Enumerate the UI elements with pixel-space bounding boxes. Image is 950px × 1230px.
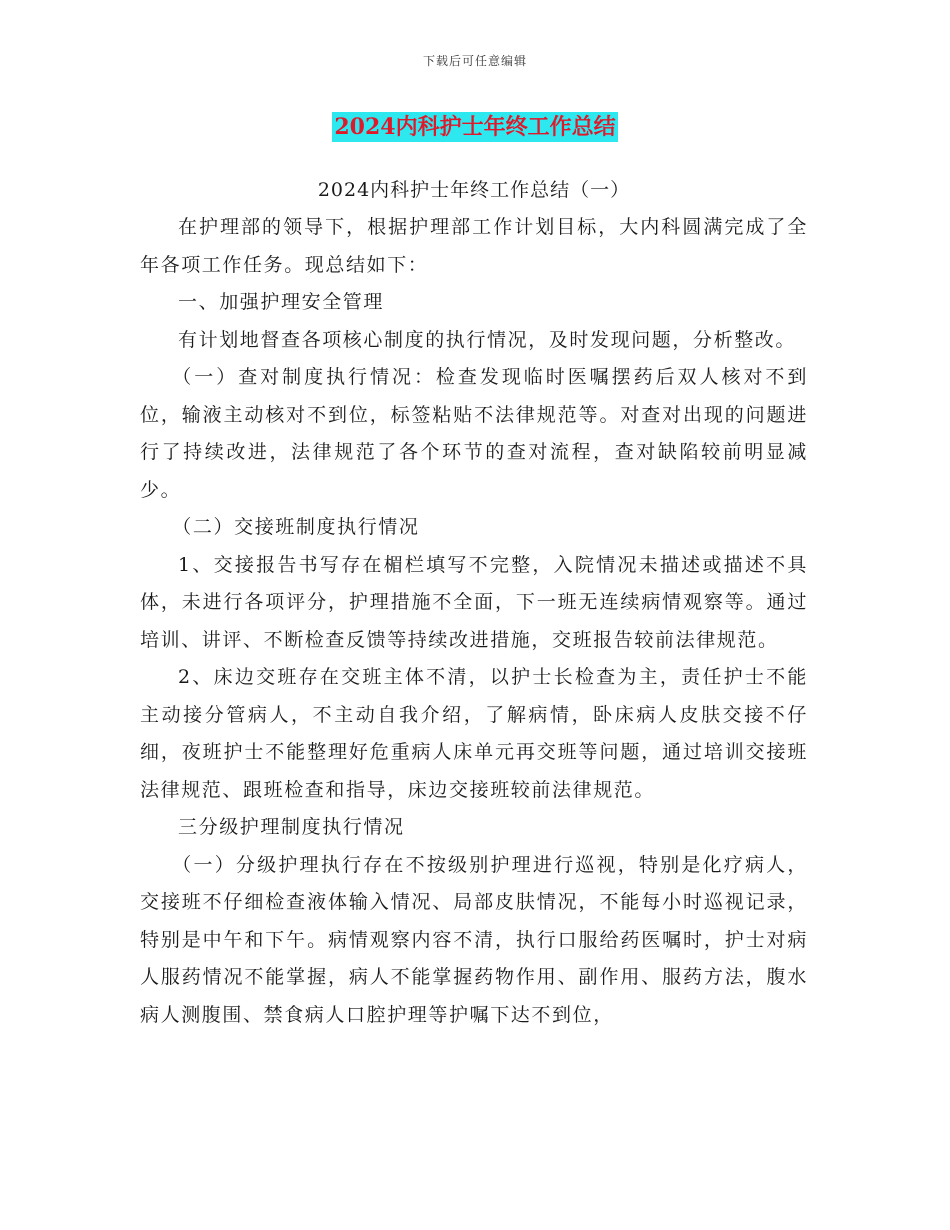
page-header-note: 下载后可任意编辑 bbox=[422, 54, 527, 68]
paragraph-supervision: 有计划地督查各项核心制度的执行情况，及时发现问题，分析整改。 bbox=[178, 328, 797, 351]
paragraph-check-system: （一）查对制度执行情况：检查发现临时医嘱摆药后双人核对不到位，输液主动核对不到位，标签粘贴不法律规范等。对查对出现的问题进行了持续改进，法律规范了各个环节的查对流程，查对缺陷较前明显减少。 bbox=[140, 366, 808, 501]
document-title: 2024内科护士年终工作总结 bbox=[334, 114, 616, 140]
document-subtitle: 2024内科护士年终工作总结（一） bbox=[317, 179, 631, 201]
paragraph-handover-report: 1、交接报告书写存在楣栏填写不完整，入院情况未描述或描述不具体，未进行各项评分，护理措施不全面，下一班无连续病情观察等。通过培训、讲评、不断检查反馈等持续改进措施，交班报告较前法律规范。 bbox=[140, 553, 808, 651]
paragraph-intro: 在护理部的领导下，根据护理部工作计划目标，大内科圆满完成了全年各项工作任务。现总结如下： bbox=[140, 216, 808, 276]
subheading-handover: （二）交接班制度执行情况 bbox=[172, 516, 420, 538]
paragraph-graded-care: （一）分级护理执行存在不按级别护理进行巡视，特别是化疗病人，交接班不仔细检查液体输入情况、局部皮肤情况，不能每小时巡视记录，特别是中午和下午。病情观察内容不清，执行口服给药医嘱时，护士对病人服药情况不能掌握，病人不能掌握药物作用、副作用、服药方法，腹水病人测腹围、禁食病人口腔护理等护嘱下达不到位， bbox=[140, 853, 808, 1026]
section-heading-safety: 一、加强护理安全管理 bbox=[178, 291, 385, 313]
paragraph-bedside-handover: 2、床边交班存在交班主体不清，以护士长检查为主，责任护士不能主动接分管病人，不主动自我介绍，了解病情，卧床病人皮肤交接不仔细，夜班护士不能整理好危重病人床单元再交班等问题，通过培训交接班法律规范、跟班检查和指导，床边交接班较前法律规范。 bbox=[140, 666, 808, 801]
section-heading-graded-care: 三分级护理制度执行情况 bbox=[178, 816, 405, 838]
document-title-container bbox=[0, 112, 950, 142]
document-body bbox=[140, 172, 808, 1034]
